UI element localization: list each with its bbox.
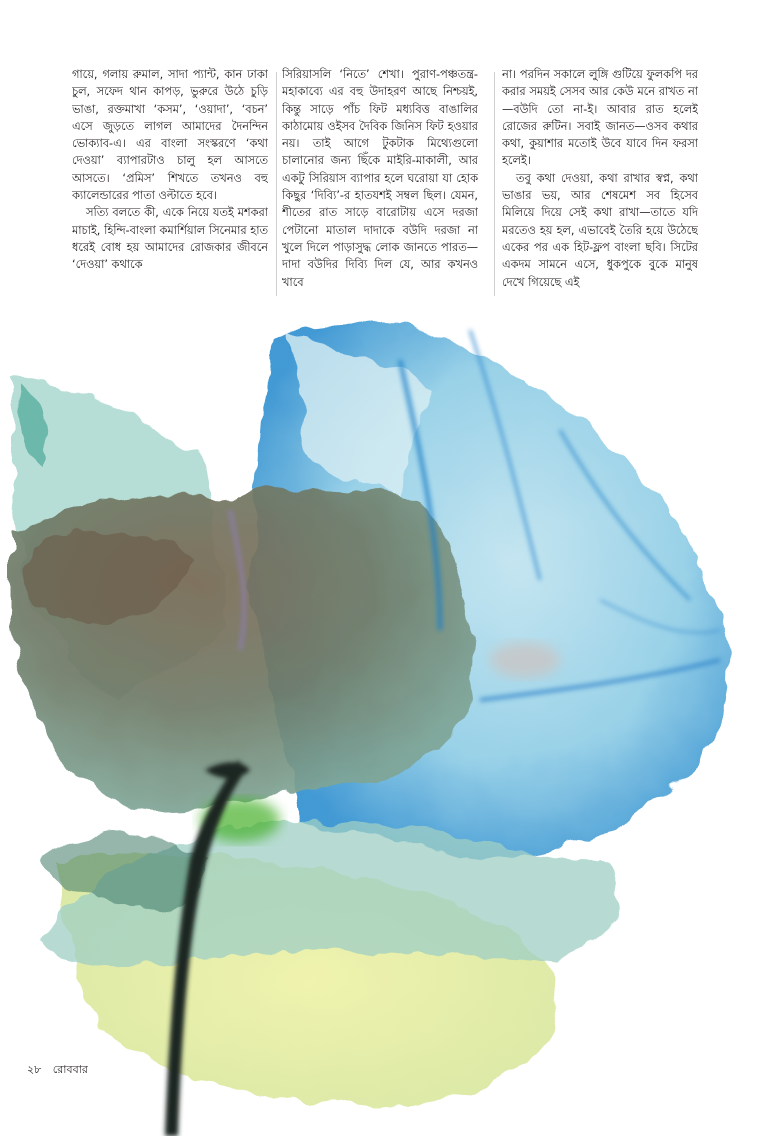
grey-wash-spot (490, 642, 560, 678)
article-body (72, 66, 700, 298)
text-column-3 (502, 66, 698, 298)
paragraph: সিরিয়াসলি ‘নিতে’ শেখা। পুরাণ-পঞ্চতন্ত্র-মহাকাব্যে এর বহু উদাহরণ আছে নিশ্চয়ই, কিন্তু সাড়ে পাঁচ ফিট মধ্যবিত্ত বাঙালির কাঠামোয় ওইসব দৈবিক জিনিস ফিট হওয়ার নয়। তাই আগে টুকটাক মিথ্যেগুলো চালানোর জন্য ছিঁকে মাইরি-মাকালী, আর একটু সিরিয়াস ব্যাপার হলে ঘরোয়া যা হোক কিছুর ‘দিব্যি’-র হাতযশই সম্বল ছিল। যেমন, শীতের রাত সাড়ে বারোটায় এসে দরজা পেটানো মাতাল দাদাকে বউদি দরজা না খুলে দিলে পাড়াসুদ্ধ লোক জানতে পারত—দাদা বউদির দিব্যি দিল যে, আর কখনও খাবে (282, 68, 478, 289)
column-divider (494, 72, 495, 296)
text-column-1 (72, 66, 268, 298)
paragraph: তবু কথা দেওয়া, কথা রাখার স্বপ্ন, কথা ভাঙার ভয়, আর শেষমেশ সব হিসেব মিলিয়ে দিয়ে সেই কথা রাখা—তাতে যদি মরতেও হয় হল, এভাবেই তৈরি হয়ে উঠেছে একের পর এক হিট-ফ্লপ বাংলা ছবি। সিটের একদম সামনে এসে, ধুকপুকে বুকে মানুষ দেখে গিয়েছে এই (502, 171, 698, 289)
text-column-2 (282, 66, 478, 298)
paragraph: গায়ে, গলায় রুমাল, সাদা প্যান্ট, কান ঢাকা চুল, সফেদ থান কাপড়, ভুরুরে উঠে চুড়ি ভাঙা, রক্তমাখা ‘কসম’, ‘ওয়াদা’, ‘বচন’ এসে জুড়তে লাগল আমাদের দৈনন্দিন ভোক্যাব-এ। এর বাংলা সংস্করণে ‘কথা দেওয়া’ ব্যাপারটাও চালু হল আসতে আসতে। ‘প্রমিস’ শিখতে তখনও বহু ক্যালেন্ডারের পাতা ওল্টাতে হবে। (72, 68, 268, 203)
paragraph: না। পরদিন সকালে লুঙ্গি গুটিয়ে ফুলকপি দর করার সময়ই সেসব আর কেউ মনে রাখত না—বউদি তো না-ই। আবার রাত হলেই রোজের রুটিন। সবাই জানত—ওসব কথার কথা, কুয়াশার মতোই উবে যাবে দিন ফরসা হলেই। (502, 68, 698, 168)
paragraph: সত্যি বলতে কী, একে নিয়ে যতই মশকরা মাচাই, হিন্দি-বাংলা কমার্শিয়াল সিনেমার হাত ধরেই বোধ হয় আমাদের রোজকার জীবনে ‘দেওয়া’ কথাকে (72, 206, 268, 272)
page-number: ২৮ (27, 1063, 42, 1076)
page-footer (24, 1060, 91, 1081)
column-divider (276, 72, 277, 296)
magazine-name: রোববার (52, 1063, 88, 1076)
watercolor-flower-illustration (0, 300, 770, 1136)
